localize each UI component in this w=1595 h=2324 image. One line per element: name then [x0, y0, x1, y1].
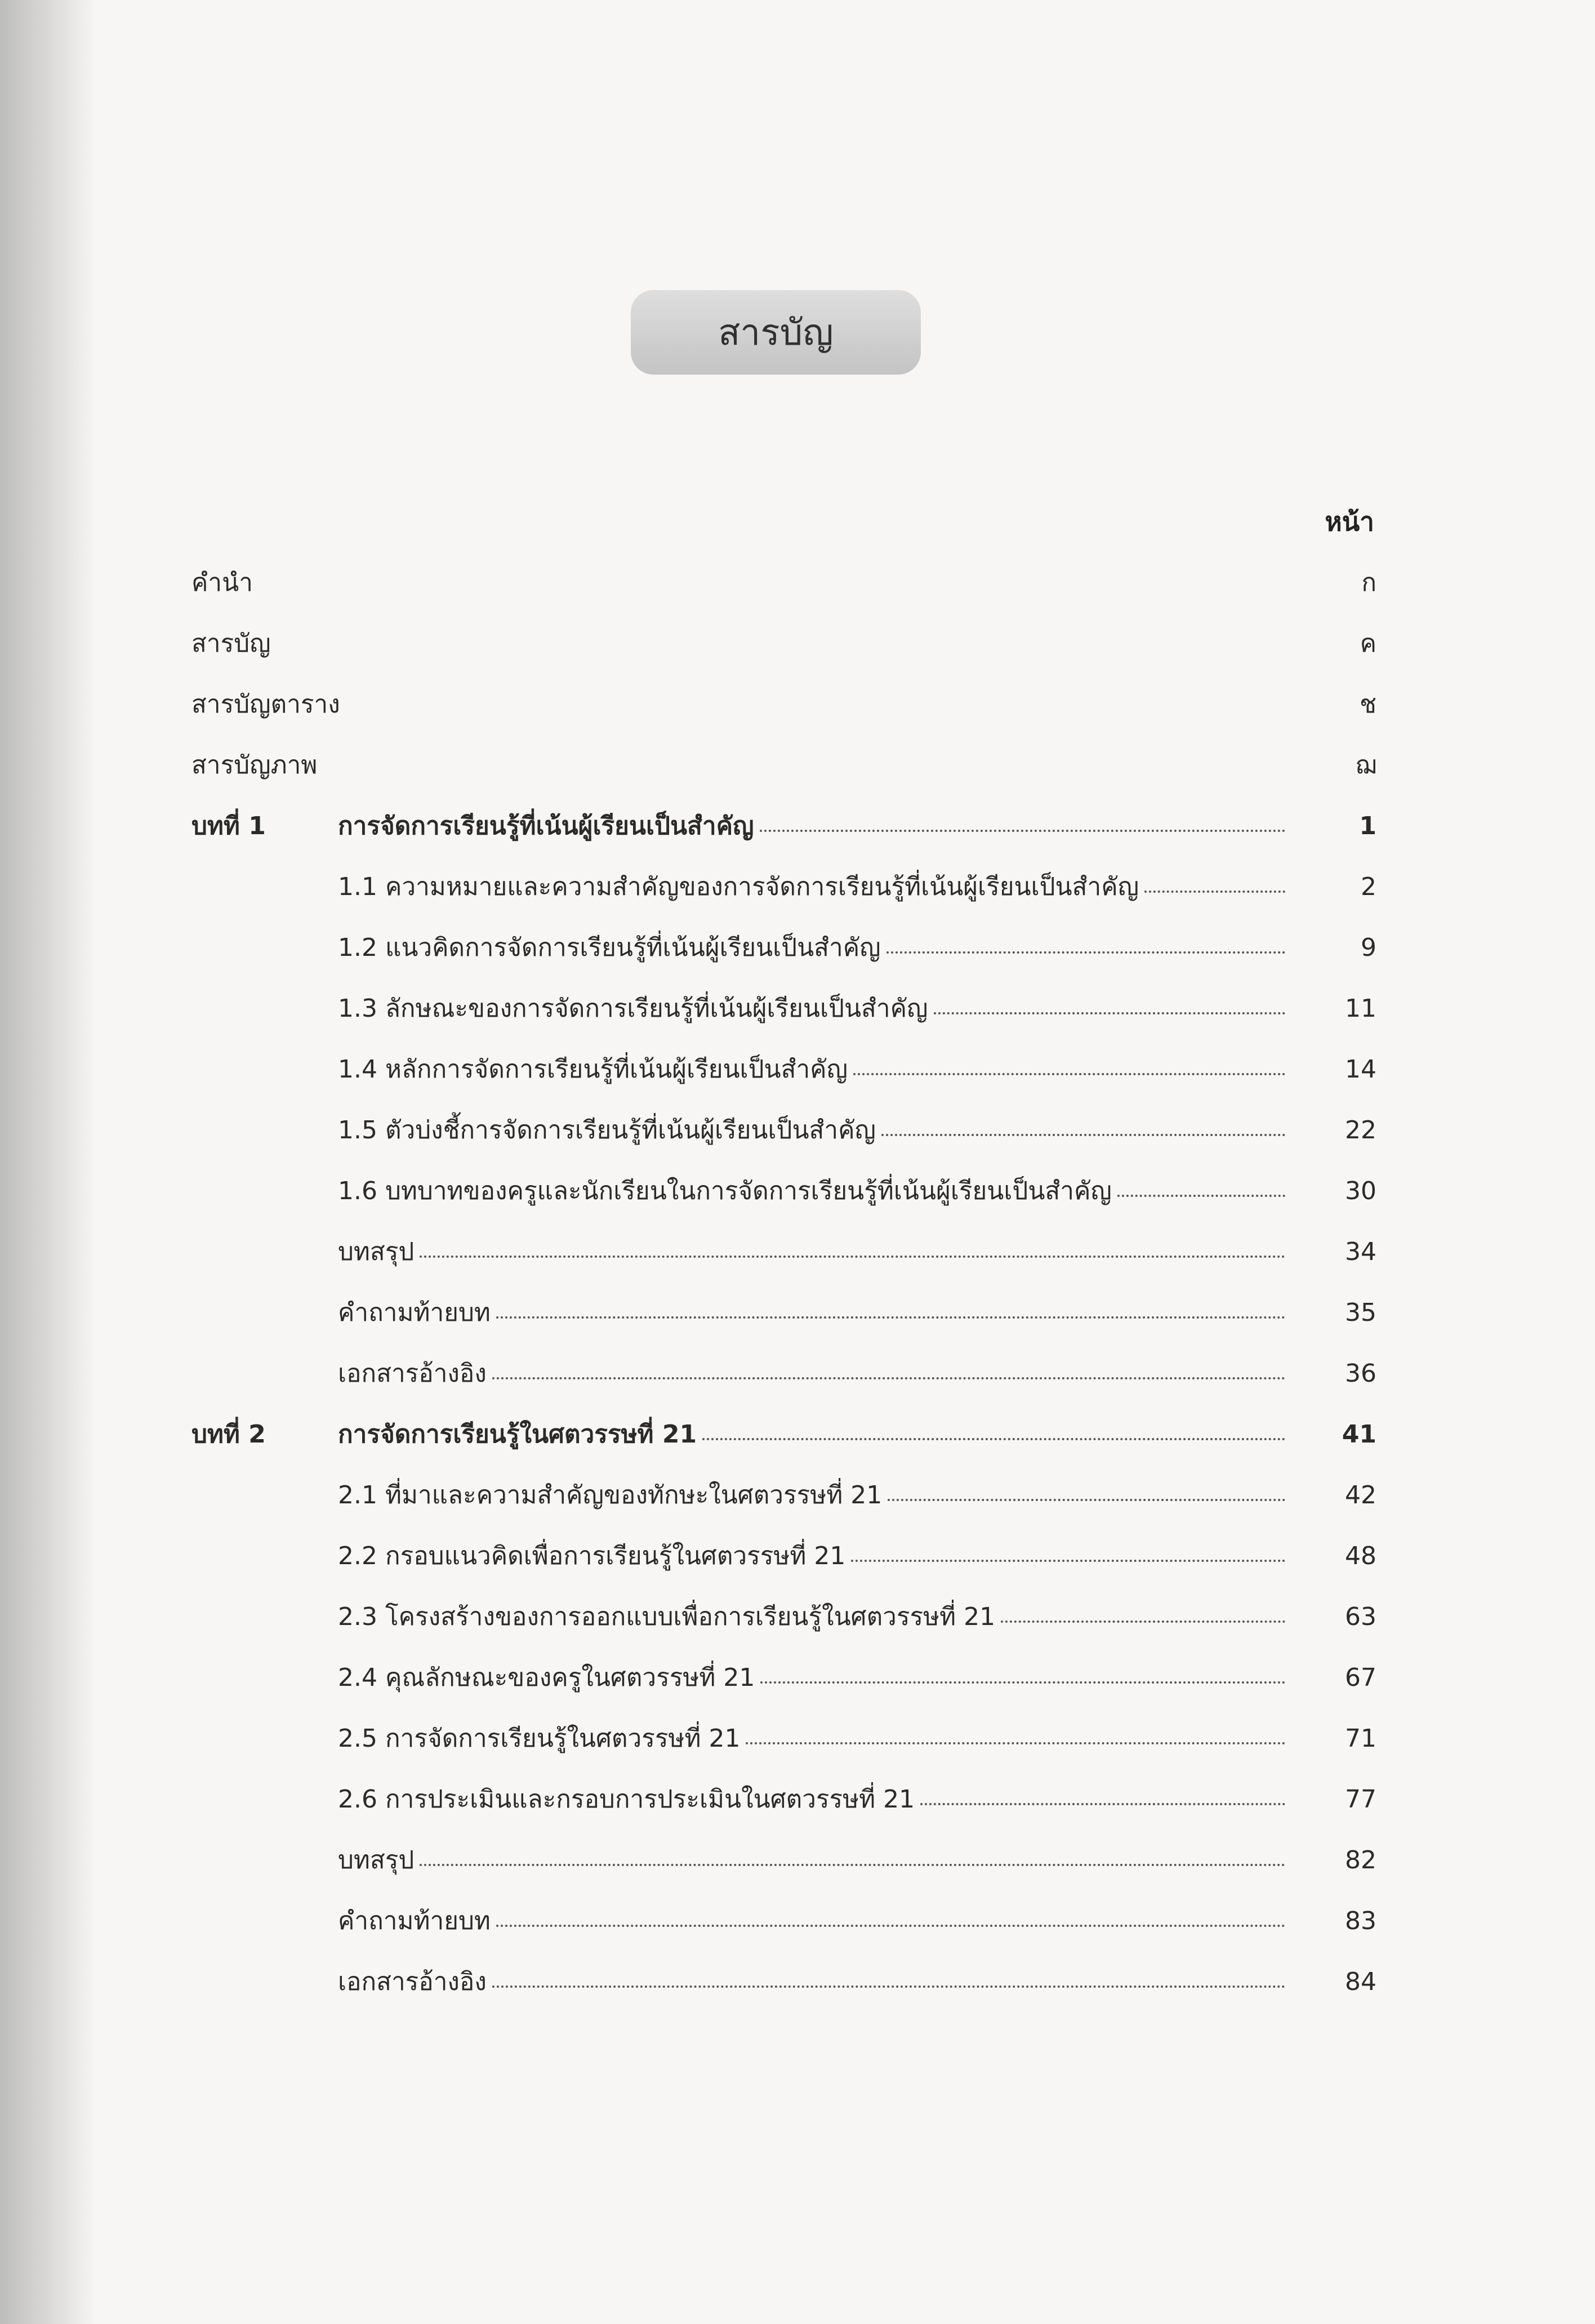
- section-title: 1.2 แนวคิดการจัดการเรียนรู้ที่เน้นผู้เรียนเป็นสำคัญ: [338, 933, 881, 962]
- toc-page-number: 34: [1345, 1237, 1376, 1266]
- toc-section[interactable]: [0, 1899, 1595, 1944]
- section-title: คำถามท้ายบท: [338, 1298, 491, 1327]
- dot-leader: [934, 1012, 1285, 1014]
- toc-section[interactable]: [0, 1108, 1595, 1153]
- toc-item-label: สารบัญ: [191, 629, 271, 658]
- section-title: บทสรุป: [338, 1237, 415, 1266]
- section-title: 2.5 การจัดการเรียนรู้ในศตวรรษที่ 21: [338, 1724, 741, 1753]
- dot-leader: [853, 1073, 1285, 1075]
- toc-page-number: 83: [1345, 1907, 1376, 1935]
- toc-section[interactable]: [0, 986, 1595, 1031]
- dot-leader: [702, 1438, 1285, 1440]
- toc-page-number: 82: [1345, 1846, 1376, 1875]
- dot-leader: [920, 1803, 1285, 1805]
- toc-front-item[interactable]: [0, 743, 1595, 788]
- chapter-title: การจัดการเรียนรู้ในศตวรรษที่ 21: [338, 1420, 697, 1449]
- dot-leader: [420, 1864, 1285, 1866]
- section-title: บทสรุป: [338, 1846, 415, 1875]
- toc-front-item[interactable]: [0, 621, 1595, 666]
- dot-leader: [851, 1560, 1285, 1562]
- section-title: 2.1 ที่มาและความสำคัญของทักษะในศตวรรษที่ 21: [338, 1481, 883, 1510]
- dot-leader: [1001, 1620, 1285, 1623]
- toc-section[interactable]: [0, 925, 1595, 970]
- toc-front-item[interactable]: [0, 682, 1595, 727]
- toc-page-number: 9: [1361, 933, 1376, 962]
- toc-chapter[interactable]: [0, 1412, 1595, 1457]
- dot-leader: [420, 1256, 1285, 1258]
- toc-page-number: 35: [1345, 1298, 1376, 1327]
- section-title: เอกสารอ้างอิง: [338, 1359, 487, 1388]
- toc-item-label: สารบัญภาพ: [191, 751, 318, 780]
- dot-leader: [492, 1377, 1285, 1379]
- toc-item-label: คำนำ: [191, 568, 253, 597]
- toc-section[interactable]: [0, 1047, 1595, 1092]
- toc-section[interactable]: [0, 1838, 1595, 1883]
- dot-leader: [760, 830, 1285, 832]
- section-title: 1.5 ตัวบ่งชี้การจัดการเรียนรู้ที่เน้นผู้เรียนเป็นสำคัญ: [338, 1116, 876, 1145]
- toc-section[interactable]: [0, 1960, 1595, 2005]
- toc-section[interactable]: [0, 1534, 1595, 1579]
- dot-leader: [492, 1985, 1285, 1988]
- dot-leader: [888, 1499, 1285, 1501]
- section-title: 2.4 คุณลักษณะของครูในศตวรรษที่ 21: [338, 1663, 755, 1692]
- page-title: สารบัญ: [631, 290, 921, 375]
- toc-page-number: ช: [1360, 690, 1376, 719]
- toc-page-number: 71: [1345, 1724, 1376, 1753]
- dot-leader: [746, 1742, 1285, 1744]
- section-title: เอกสารอ้างอิง: [338, 1967, 487, 1996]
- section-title: 1.4 หลักการจัดการเรียนรู้ที่เน้นผู้เรียนเป็นสำคัญ: [338, 1055, 848, 1084]
- toc-section[interactable]: [0, 865, 1595, 910]
- dot-leader: [881, 1134, 1285, 1136]
- section-title: 1.6 บทบาทของครูและนักเรียนในการจัดการเรียนรู้ที่เน้นผู้เรียนเป็นสำคัญ: [338, 1177, 1112, 1205]
- chapter-title: การจัดการเรียนรู้ที่เน้นผู้เรียนเป็นสำคัญ: [338, 812, 754, 840]
- toc-page-number: 63: [1345, 1602, 1376, 1631]
- dot-leader: [1117, 1195, 1285, 1197]
- dot-leader: [496, 1316, 1285, 1319]
- toc-page-number: 2: [1361, 872, 1376, 901]
- toc-section[interactable]: [0, 1595, 1595, 1640]
- toc-section[interactable]: [0, 1169, 1595, 1214]
- toc-page-number: 1: [1359, 812, 1376, 840]
- toc-item-label: สารบัญตาราง: [191, 690, 340, 719]
- toc-section[interactable]: [0, 1290, 1595, 1335]
- chapter-label: บทที่ 1: [191, 812, 266, 840]
- toc-front-item[interactable]: [0, 560, 1595, 606]
- toc-page-number: 42: [1345, 1481, 1376, 1510]
- toc-page-number: 48: [1345, 1542, 1376, 1570]
- dot-leader: [496, 1925, 1285, 1927]
- toc-section[interactable]: [0, 1777, 1595, 1822]
- toc-page-number: 14: [1345, 1055, 1376, 1084]
- toc-page-number: ค: [1360, 629, 1376, 658]
- toc-page-number: 67: [1345, 1663, 1376, 1692]
- toc-page-number: 30: [1345, 1177, 1376, 1205]
- toc-page-number: 22: [1345, 1116, 1376, 1145]
- dot-leader: [1144, 891, 1285, 893]
- toc-page-number: 77: [1345, 1785, 1376, 1814]
- toc-page-number: 11: [1345, 994, 1376, 1023]
- chapter-label: บทที่ 2: [191, 1420, 266, 1449]
- toc-section[interactable]: [0, 1655, 1595, 1700]
- toc-section[interactable]: [0, 1351, 1595, 1396]
- toc-chapter[interactable]: [0, 804, 1595, 849]
- section-title: 2.3 โครงสร้างของการออกแบบเพื่อการเรียนรู้ในศตวรรษที่ 21: [338, 1602, 996, 1631]
- toc-page-number: ก: [1361, 568, 1376, 597]
- section-title: 2.2 กรอบแนวคิดเพื่อการเรียนรู้ในศตวรรษที่ 21: [338, 1542, 846, 1570]
- page-column-header: หน้า: [1325, 506, 1374, 537]
- section-title: 1.3 ลักษณะของการจัดการเรียนรู้ที่เน้นผู้เรียนเป็นสำคัญ: [338, 994, 928, 1023]
- toc-section[interactable]: [0, 1473, 1595, 1518]
- toc-section[interactable]: [0, 1716, 1595, 1761]
- toc-section[interactable]: [0, 1230, 1595, 1275]
- section-title: 1.1 ความหมายและความสำคัญของการจัดการเรียนรู้ที่เน้นผู้เรียนเป็นสำคัญ: [338, 872, 1139, 901]
- section-title: คำถามท้ายบท: [338, 1907, 491, 1935]
- dot-leader: [886, 951, 1285, 954]
- dot-leader: [760, 1681, 1285, 1684]
- toc-page-number: 41: [1342, 1420, 1376, 1449]
- toc-page-number: 84: [1345, 1967, 1376, 1996]
- toc-page-number: ฌ: [1355, 751, 1376, 780]
- toc-page-number: 36: [1345, 1359, 1376, 1388]
- section-title: 2.6 การประเมินและกรอบการประเมินในศตวรรษที่ 21: [338, 1785, 915, 1814]
